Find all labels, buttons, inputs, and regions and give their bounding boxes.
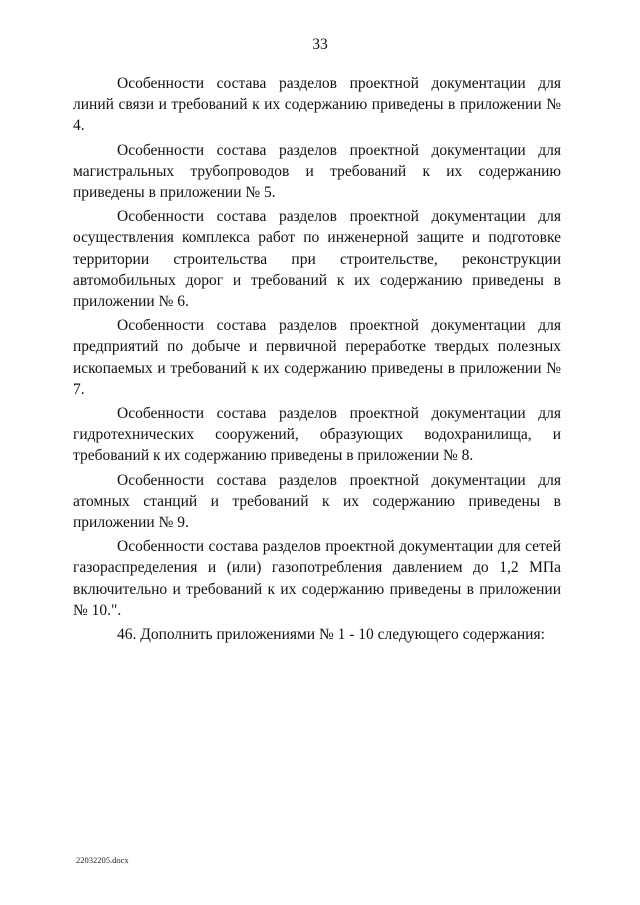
paragraph-appendix-6: Особенности состава разделов проектной документации для осуществления комплекса работ по инженерной защите и подготовке территории строительства при строительстве, реконструкции автомобильных дорог и требований к их содержанию приведены в приложении № 6. <box>73 208 561 311</box>
paragraph-appendix-5: Особенности состава разделов проектной документации для магистральных трубопроводов и требований к их содержанию приведены в приложении № 5. <box>73 141 561 202</box>
footer-filename: 22032205.docx <box>76 855 129 865</box>
paragraph-appendix-8: Особенности состава разделов проектной документации для гидротехнических сооружений, образующих водохранилища, и требований к их содержанию приведены в приложении № 8. <box>73 405 561 465</box>
document-body <box>73 73 561 648</box>
paragraph-item-46: 46. Дополнить приложениями № 1 - 10 следующего содержания: <box>117 626 545 644</box>
paragraph-appendix-10: Особенности состава разделов проектной документации для сетей газораспределения и (или) газопотребления давлением до 1,2 МПа включительно и требований к их содержанию приведены в приложении № 10.". <box>73 538 561 619</box>
page-number: 33 <box>312 36 328 53</box>
paragraph-appendix-7: Особенности состава разделов проектной документации для предприятий по добыче и первичной переработке твердых полезных ископаемых и требований к их содержанию приведены в приложении № 7. <box>73 317 561 398</box>
paragraph-appendix-9: Особенности состава разделов проектной документации для атомных станций и требований к их содержанию приведены в приложении № 9. <box>73 471 561 532</box>
paragraph-appendix-4: Особенности состава разделов проектной документации для линий связи и требований к их содержанию приведены в приложении № 4. <box>73 75 561 135</box>
